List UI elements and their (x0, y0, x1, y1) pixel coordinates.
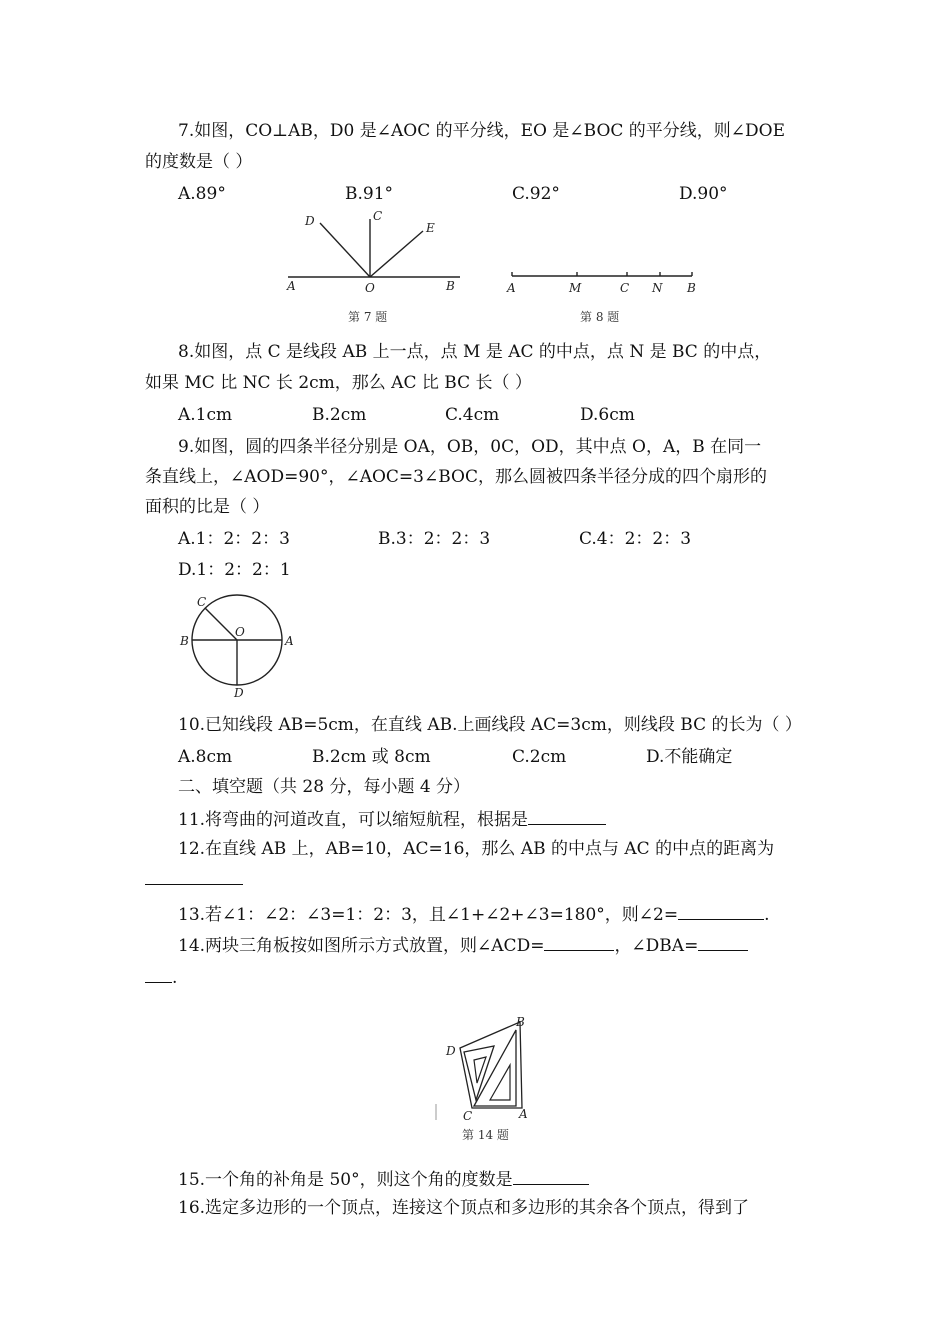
q9-line1: 9.如图，圆的四条半径分别是 OA，OB，0C，OD，其中点 O，A，B 在同一 (178, 437, 762, 457)
fig9-label-a: A (285, 634, 294, 648)
fig14-label-d: D (446, 1044, 456, 1058)
fig7-label-o: O (365, 281, 375, 295)
q14-blank-acd[interactable] (544, 932, 614, 951)
fig7-label-b: B (446, 279, 455, 293)
section-heading: 二、填空题（共 28 分，每小题 4 分） (178, 777, 471, 797)
q7-line1: 7.如图，CO⊥AB，D0 是∠AOC 的平分线，EO 是∠BOC 的平分线，则∠DOE (178, 121, 786, 141)
q13-end: . (764, 905, 770, 925)
fig9-label-c: C (197, 595, 207, 609)
figure-14 (430, 1010, 550, 1150)
figure-9 (175, 592, 300, 702)
q13-blank[interactable] (678, 901, 764, 920)
q9-option-a: A.1：2：2：3 (178, 529, 290, 549)
fig7-caption: 第 7 题 (348, 310, 388, 324)
fig8-caption: 第 8 题 (580, 310, 620, 324)
fig14-small-triangle-hole (474, 1057, 486, 1083)
fig8-label-c: C (620, 281, 630, 295)
q12-line1: 12.在直线 AB 上，AB=10，AC=16，那么 AB 的中点与 AC 的中点的距离为 (178, 839, 775, 859)
fig7-label-a: A (287, 279, 296, 293)
q11-blank[interactable] (528, 806, 606, 825)
fig9-label-o: O (235, 625, 245, 639)
q7-option-d: D.90° (679, 184, 728, 204)
fig7-label-c: C (373, 209, 383, 223)
q14 (178, 932, 748, 957)
q11 (178, 806, 606, 831)
fig7-ray-oe (370, 231, 423, 277)
q8-option-b: B.2cm (312, 405, 367, 425)
fig9-label-d: D (234, 686, 244, 700)
q7-line2: 的度数是（ ） (145, 152, 253, 172)
fig8-label-a: A (507, 281, 516, 295)
q8-option-c: C.4cm (445, 405, 500, 425)
q10-option-d: D.不能确定 (646, 747, 733, 767)
fig7-label-e: E (426, 221, 435, 235)
q14-blank-dba-part2[interactable] (145, 964, 172, 983)
q15-blank[interactable] (513, 1166, 589, 1185)
q9-line3: 面积的比是（ ） (145, 497, 270, 517)
q7-option-b: B.91° (345, 184, 394, 204)
q8-line2: 如果 MC 比 NC 长 2cm，那么 AC 比 BC 长（ ） (145, 373, 532, 393)
q7-option-a: A.89° (178, 184, 226, 204)
q9-option-c: C.4：2：2：3 (579, 529, 692, 549)
q10-option-a: A.8cm (178, 747, 233, 767)
q10-option-c: C.2cm (512, 747, 567, 767)
fig14-caption: 第 14 题 (462, 1128, 509, 1142)
q13 (178, 901, 769, 926)
q9-option-d: D.1：2：2：1 (178, 560, 291, 580)
figure-8 (500, 265, 710, 330)
q15 (178, 1166, 589, 1191)
q15-text: 15.一个角的补角是 50°，则这个角的度数是 (178, 1170, 513, 1190)
fig7-label-d: D (305, 214, 315, 228)
q16-line1: 16.选定多边形的一个顶点，连接这个顶点和多边形的其余各个顶点，得到了 (178, 1198, 750, 1218)
q8-option-d: D.6cm (580, 405, 635, 425)
fig9-label-b: B (180, 634, 189, 648)
q13-text: 13.若∠1：∠2：∠3=1：2：3，且∠1+∠2+∠3=180°，则∠2= (178, 905, 679, 925)
q14-continuation (145, 964, 177, 989)
fig8-label-b: B (687, 281, 696, 295)
q8-option-a: A.1cm (178, 405, 233, 425)
q9-option-b: B.3：2：2：3 (378, 529, 491, 549)
fig14-label-b: B (516, 1015, 525, 1029)
q10-line1: 10.已知线段 AB=5cm，在直线 AB.上画线段 AC=3cm，则线段 BC 的长为（ ） (178, 715, 802, 735)
q14-blank-dba-part1[interactable] (698, 932, 748, 951)
fig7-ray-od (320, 223, 370, 277)
q14-text-a: 14.两块三角板按如图所示方式放置，则∠ACD= (178, 936, 545, 956)
q14-end: . (172, 968, 178, 988)
q9-line2: 条直线上，∠AOD=90°，∠AOC=3∠BOC，那么圆被四条半径分成的四个扇形的 (145, 467, 767, 487)
q14-text-b: ，∠DBA= (614, 936, 699, 956)
figure-7 (280, 205, 480, 330)
q8-line1: 8.如图，点 C 是线段 AB 上一点，点 M 是 AC 的中点，点 N 是 BC 的中点， (178, 342, 772, 362)
fig14-label-c: C (463, 1109, 473, 1123)
fig14-large-triangle-hole (490, 1065, 510, 1100)
fig8-label-m: M (569, 281, 582, 295)
q7-option-c: C.92° (512, 184, 560, 204)
q10-option-b: B.2cm 或 8cm (312, 747, 431, 767)
q11-text: 11.将弯曲的河道改直，可以缩短航程，根据是 (178, 810, 529, 830)
fig14-label-a: A (519, 1107, 528, 1121)
fig8-label-n: N (652, 281, 663, 295)
q12-blank[interactable] (145, 884, 243, 885)
fig9-radius-oc (205, 608, 237, 640)
